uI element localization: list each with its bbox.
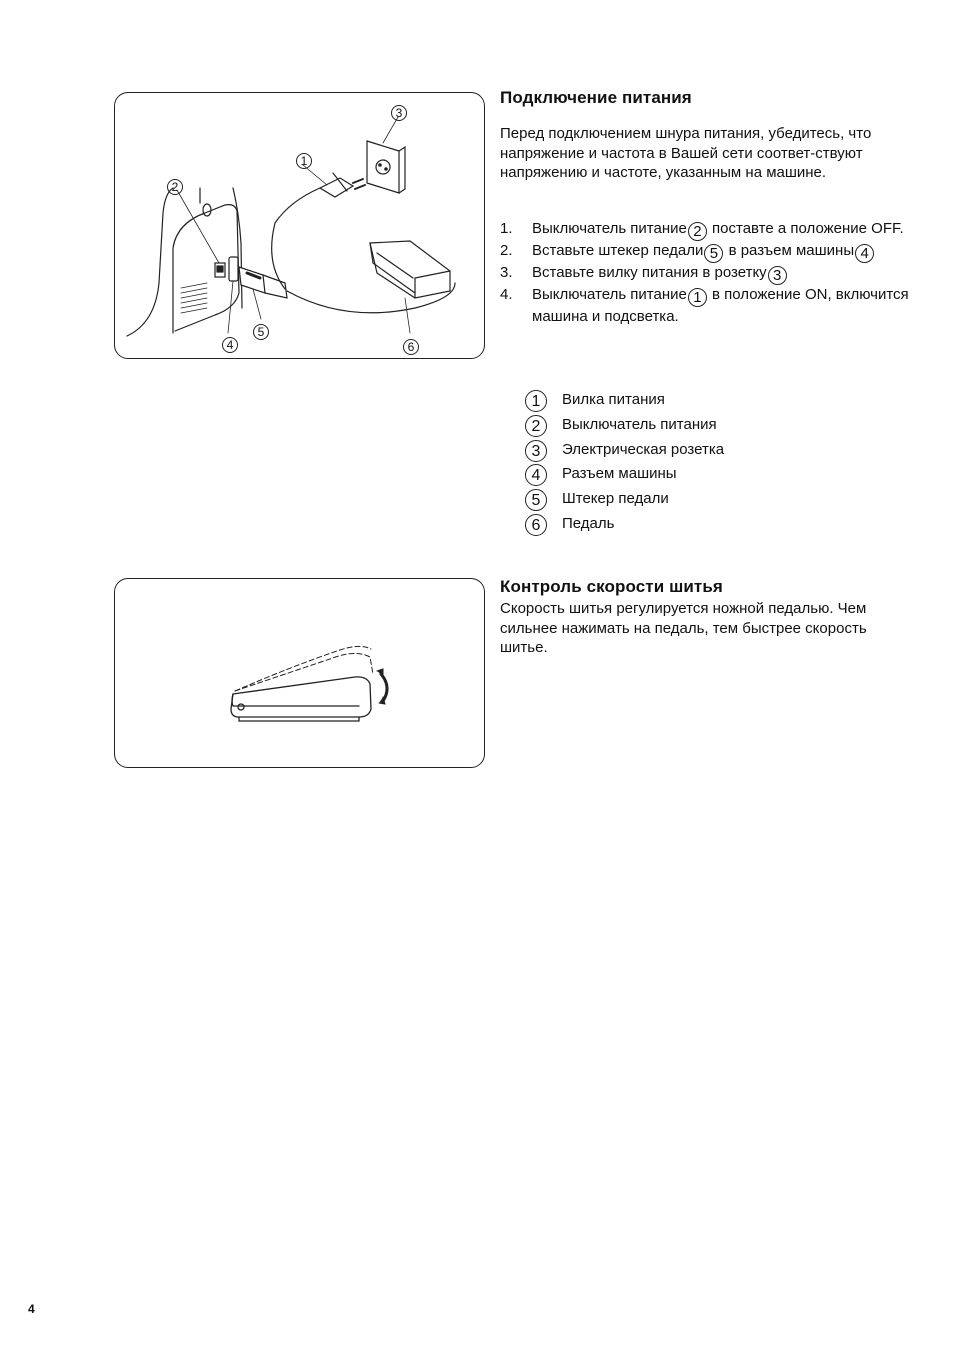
ref-circle: 2 [688,222,707,241]
machine-socket-shape [229,257,238,281]
page-number: 4 [28,1302,35,1316]
callout-5: 5 [252,320,270,340]
foot-pedal-drawing [115,579,486,769]
callout-2: 2 [166,175,184,195]
callout-1: 1 [295,149,313,169]
wall-outlet-shape [367,141,399,193]
legend-item: 6 Педаль [524,513,724,538]
ref-circle: 1 [688,288,707,307]
power-connection-steps [500,219,930,327]
power-connection-heading: Подключение питания [500,88,692,107]
speed-control-text: Скорость шитья регулируется ножной педалью. Чем сильнее нажимать на педаль, тем быстрее скорость шитье. [500,600,867,656]
machine-outline [127,188,173,336]
power-connection-figure [114,92,485,359]
callout-4: 4 [221,333,239,353]
ref-circle: 5 [704,244,723,263]
power-connection-drawing [115,93,486,360]
step-4: 4. Выключатель питание 1 в положение ON, включится машина и подсветка. [500,286,909,325]
step-2: 2. Вставьте штекер педали 5 в разъем машины 4 [500,241,930,263]
legend-item: 5 Штекер педали [524,488,724,513]
legend-item: 1 Вилка питания [524,389,724,414]
legend-item: 2 Выключатель питания [524,414,724,439]
step-3: 3. Вставьте вилку питания в розетку 3 [500,263,930,285]
pedal-body [231,677,371,717]
speed-control-figure [114,578,485,768]
ref-circle: 3 [768,266,787,285]
parts-legend [524,389,724,538]
callout-6: 6 [402,335,420,355]
step-1: 1. Выключатель питание 2 поставте а положение OFF. [500,220,904,240]
callout-3: 3 [390,101,408,121]
power-connection-intro: Перед подключением шнура питания, убедитесь, что напряжение и частота в Вашей сети соответ-ствуют напряжению и частоте, указанным на машине. [500,125,872,181]
legend-item: 4 Разъем машины [524,463,724,488]
speed-control-heading: Контроль скорости шитья [500,577,723,596]
legend-item: 3 Электрическая розетка [524,439,724,464]
ref-circle: 4 [855,244,874,263]
